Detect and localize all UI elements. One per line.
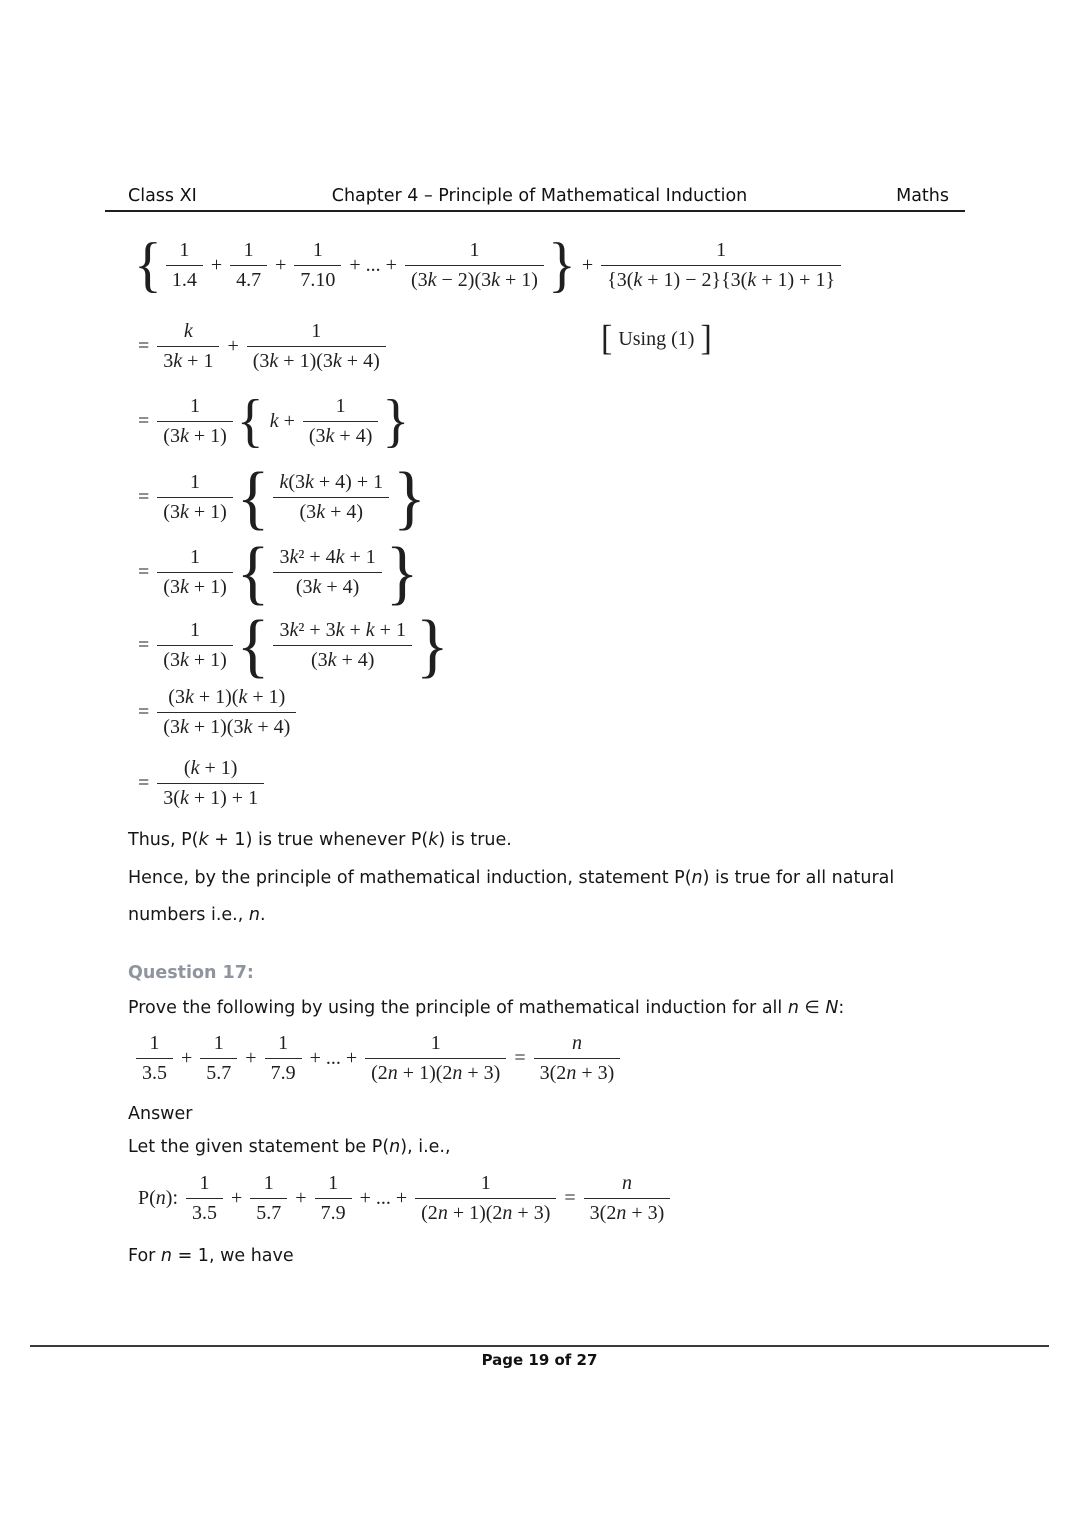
- base-case-line: For n = 1, we have: [128, 1246, 294, 1266]
- header-class-label: Class XI: [128, 186, 197, 206]
- equation-line-6: = $\frac{1}{(3k + 1)}$ { 3k² + 3k + k + 1 (3k + 4) }: [138, 605, 449, 685]
- equation-line-1: { 1 1.4 + $\frac{1}{4.7}$ + $\frac{1}{7.10}$ + ... + $\frac{1}{(3k - 2)(3k + 1)}$ } + $\frac{1}{\{3(k + 1) - 2\}\{3(k + 1) + 1\}}$: [133, 236, 844, 294]
- header-subject-label: Maths: [896, 186, 949, 206]
- page-number: Page 19 of 27: [481, 1351, 598, 1369]
- answer-label: Answer: [128, 1104, 193, 1124]
- conclusion-hence-line: Hence, by the principle of mathematical induction, statement P(n) is true for all natural numbers i.e., n.: [128, 868, 895, 925]
- equation-line-3: = $\frac{1}{(3k + 1)}$ { k + $\frac{1}{(3k + 4)}$ }: [138, 388, 410, 454]
- conclusion-thus-line: Thus, P(k + 1) is true whenever P(k) is true.: [128, 830, 512, 850]
- equation-pn-statement: P(n): 1 3.5 + $\frac{1}{5.7}$ + $\frac{1}{7.9}$ + ... + $\frac{1}{(2n + 1)(2n + 3)}$ = $\frac{n}{3(2n + 3)}$: [133, 1172, 673, 1225]
- equation-line-7: = $\frac{(3k + 1)(k + 1)}{(3k + 1)(3k + 4)}$: [133, 686, 299, 739]
- equation-line-5: = $\frac{1}{(3k + 1)}$ { 3k² + 4k + 1 (3k + 4) }: [138, 532, 419, 612]
- statement-intro-line: Let the given statement be P(n), i.e.,: [128, 1137, 451, 1157]
- question-17-heading: Question 17:: [128, 963, 254, 983]
- footer-divider: [30, 1345, 1049, 1347]
- header-divider: [105, 210, 965, 212]
- equation-line-2: = $\frac{k}{3k + 1}$ + $\frac{1}{(3k + 1)(3k + 4)}$: [133, 320, 389, 373]
- using-reference-annotation: [ Using (1) ]: [601, 319, 712, 358]
- equation-line-4: = $\frac{1}{(3k + 1)}$ { k(3k + 4) + 1 (3k + 4) }: [138, 457, 426, 537]
- header-chapter-title: Chapter 4 – Principle of Mathematical Induction: [331, 186, 748, 206]
- equation-line-8: = $\frac{(k + 1)}{3(k + 1) + 1}$: [133, 757, 267, 810]
- equation-question-17-statement: 1 3.5 + $\frac{1}{5.7}$ + $\frac{1}{7.9}$ + ... + $\frac{1}{(2n + 1)(2n + 3)}$ = $\frac{n}{3(2n + 3)}$: [133, 1032, 623, 1085]
- question-17-prompt: Prove the following by using the principle of mathematical induction for all n ∈ N:: [128, 998, 845, 1018]
